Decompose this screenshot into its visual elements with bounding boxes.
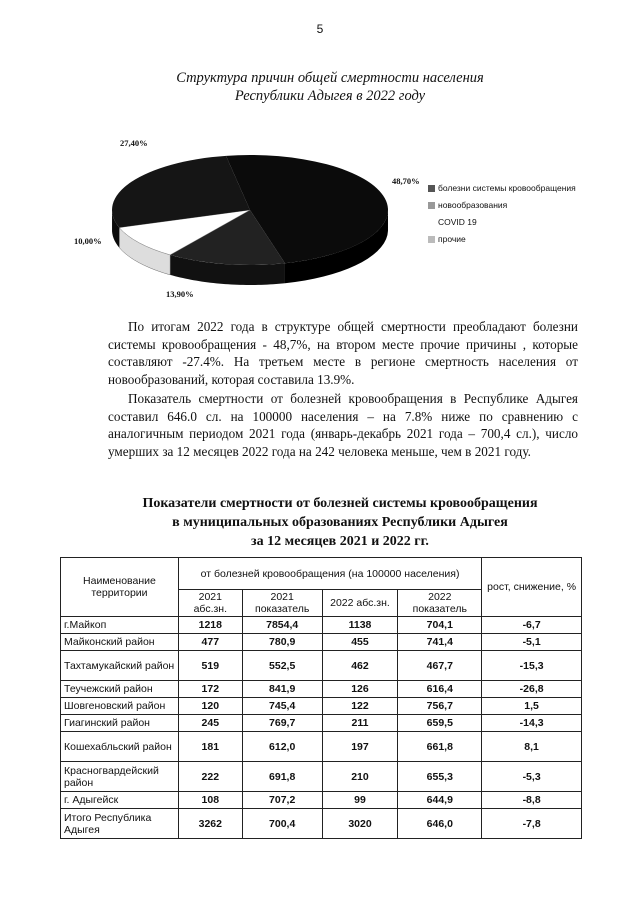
territory-cell: Шовгеновский район (61, 698, 179, 715)
value-cell: 519 (178, 651, 242, 681)
table-row (61, 762, 582, 792)
territory-cell: Гиагинский район (61, 715, 179, 732)
legend-swatch (428, 219, 435, 226)
value-cell: 99 (322, 792, 398, 809)
legend-swatch (428, 236, 435, 243)
value-cell: 691,8 (242, 762, 322, 792)
table-row (61, 792, 582, 809)
pie-label: 48,70% (392, 176, 420, 186)
header-2022-rate: 2022 показатель (398, 590, 482, 617)
value-cell: 477 (178, 634, 242, 651)
legend-label: новообразования (438, 200, 508, 210)
legend-swatch (428, 185, 435, 192)
table-row (61, 681, 582, 698)
value-cell: 700,4 (242, 809, 322, 839)
value-cell: -15,3 (482, 651, 582, 681)
table-row (61, 617, 582, 634)
territory-cell: Красногвардейский район (61, 762, 179, 792)
value-cell: 552,5 (242, 651, 322, 681)
territory-cell: Тахтамукайский район (61, 651, 179, 681)
legend-item (428, 214, 576, 231)
value-cell: 8,1 (482, 732, 582, 762)
legend-item (428, 197, 576, 214)
legend-item (428, 180, 576, 197)
chart-title-line2: Республики Адыгея в 2022 году (234, 88, 426, 104)
value-cell: 467,7 (398, 651, 482, 681)
value-cell: 211 (322, 715, 398, 732)
page-number: 5 (316, 22, 324, 36)
value-cell: 1,5 (482, 698, 582, 715)
value-cell: -6,7 (482, 617, 582, 634)
value-cell: 616,4 (398, 681, 482, 698)
value-cell: 197 (322, 732, 398, 762)
value-cell: 3020 (322, 809, 398, 839)
value-cell: 769,7 (242, 715, 322, 732)
legend-label: прочие (438, 234, 466, 244)
value-cell: 841,9 (242, 681, 322, 698)
table-row (61, 732, 582, 762)
table-row (61, 715, 582, 732)
value-cell: 644,9 (398, 792, 482, 809)
value-cell: 222 (178, 762, 242, 792)
value-cell: 655,3 (398, 762, 482, 792)
territory-cell: Кошехабльский район (61, 732, 179, 762)
territory-cell: Майконский район (61, 634, 179, 651)
value-cell: 455 (322, 634, 398, 651)
header-growth: рост, снижение, % (482, 558, 582, 617)
territory-cell: Итого Республика Адыгея (61, 809, 179, 839)
table-title-line3: за 12 месяцев 2021 и 2022 гг. (251, 534, 429, 549)
value-cell: 741,4 (398, 634, 482, 651)
territory-cell: г. Адыгейск (61, 792, 179, 809)
header-territory: Наименование территории (61, 558, 179, 617)
value-cell: 1138 (322, 617, 398, 634)
value-cell: -5,3 (482, 762, 582, 792)
legend-label: болезни системы кровообращения (438, 183, 576, 193)
paragraph-1: По итогам 2022 года в структуре общей смертности преобладают болезни системы кровообращения - 48,7%, на втором месте прочие причины , которые составляют -27.4%. На третьем месте в регионе смертность населения от новообразований, которая составила 13.9%. (108, 319, 578, 387)
value-cell: 707,2 (242, 792, 322, 809)
value-cell: 210 (322, 762, 398, 792)
chart-legend (428, 180, 576, 248)
table-title-line1: Показатели смертности от болезней системы кровообращения (142, 496, 538, 511)
value-cell: 745,4 (242, 698, 322, 715)
pie-chart (0, 0, 640, 320)
table-title (60, 494, 620, 551)
value-cell: 120 (178, 698, 242, 715)
pie-label: 13,90% (166, 289, 194, 299)
territory-cell: г.Майкоп (61, 617, 179, 634)
legend-label: COVID 19 (438, 217, 477, 227)
value-cell: 462 (322, 651, 398, 681)
value-cell: -5,1 (482, 634, 582, 651)
table-title-line2: в муниципальных образованиях Республики Адыгея (172, 515, 508, 530)
value-cell: 245 (178, 715, 242, 732)
value-cell: 7854,4 (242, 617, 322, 634)
chart-title-line1: Структура причин общей смертности населения (176, 70, 484, 86)
legend-swatch (428, 202, 435, 209)
value-cell: 122 (322, 698, 398, 715)
value-cell: 3262 (178, 809, 242, 839)
territory-cell: Теучежский район (61, 681, 179, 698)
header-2021-rate: 2021 показатель (242, 590, 322, 617)
table-row (61, 634, 582, 651)
table-row (61, 809, 582, 839)
value-cell: 612,0 (242, 732, 322, 762)
value-cell: -26,8 (482, 681, 582, 698)
legend-item (428, 231, 576, 248)
paragraph-2: Показатель смертности от болезней кровообращения в Республике Адыгея составил 646.0 сл. на 100000 населения – на 7.8% ниже по сравнению с аналогичным периодом 2021 года (январь-декабрь 2021 года – 700,4 сл.), число умерших за 12 месяцев 2022 года на 242 человека меньше, чем в 2021 году. (108, 391, 578, 459)
table-row (61, 698, 582, 715)
value-cell: 659,5 (398, 715, 482, 732)
header-2021-abs: 2021 абс.зн. (178, 590, 242, 617)
value-cell: 704,1 (398, 617, 482, 634)
value-cell: -14,3 (482, 715, 582, 732)
value-cell: 108 (178, 792, 242, 809)
table-row (61, 651, 582, 681)
value-cell: -7,8 (482, 809, 582, 839)
value-cell: -8,8 (482, 792, 582, 809)
pie-label: 10,00% (74, 236, 102, 246)
value-cell: 126 (322, 681, 398, 698)
mortality-table (60, 557, 582, 839)
value-cell: 780,9 (242, 634, 322, 651)
value-cell: 181 (178, 732, 242, 762)
header-group: от болезней кровообращения (на 100000 населения) (178, 558, 481, 590)
pie-label: 27,40% (120, 138, 148, 148)
header-2022-abs: 2022 абс.зн. (322, 590, 398, 617)
value-cell: 661,8 (398, 732, 482, 762)
value-cell: 756,7 (398, 698, 482, 715)
value-cell: 1218 (178, 617, 242, 634)
value-cell: 646,0 (398, 809, 482, 839)
value-cell: 172 (178, 681, 242, 698)
